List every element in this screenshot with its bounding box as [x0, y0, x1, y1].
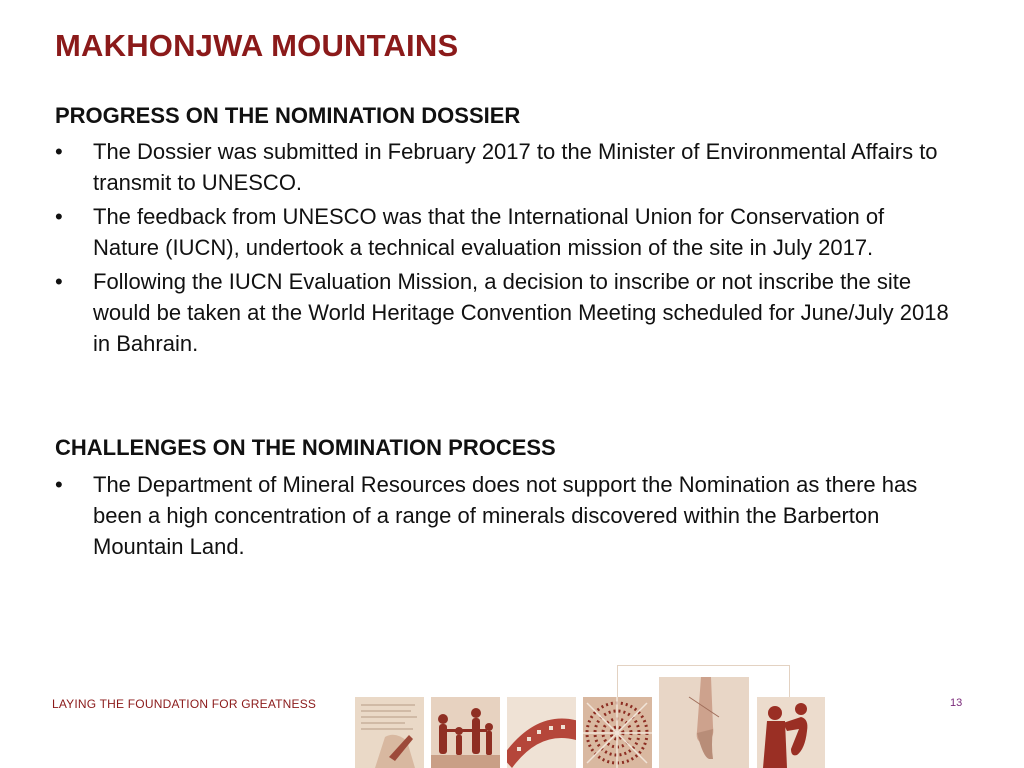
bullet-icon: • [55, 139, 63, 164]
film-reel-thumbnail [507, 697, 576, 768]
bullet-icon: • [55, 472, 63, 497]
bullet-text: The feedback from UNESCO was that the International Union for Conservation of Nature (IUCN), undertook a technical evaluation mission of the site in July 2017. [93, 204, 885, 260]
bullet-icon: • [55, 204, 63, 229]
page-number: 13 [950, 697, 963, 709]
beadwork-thumbnail [583, 697, 652, 768]
bullet-text: The Department of Mineral Resources does not support the Nomination as there has been a high concentration of a range of minerals discovered within the Barberton Mountain Land. [93, 472, 918, 559]
list-item [55, 266, 955, 359]
saxophone-player-thumbnail [757, 697, 825, 768]
challenges-heading: CHALLENGES ON THE NOMINATION PROCESS [55, 435, 556, 460]
family-silhouette-thumbnail [431, 697, 500, 768]
manuscript-thumbnail [355, 697, 424, 768]
progress-bullet-list [55, 136, 955, 362]
list-item [55, 469, 955, 562]
bullet-text: Following the IUCN Evaluation Mission, a decision to inscribe or not inscribe the site would be taken at the World Heritage Convention Meeting scheduled for June/July 2018 in Bahrain. [93, 269, 949, 356]
ballet-shoe-thumbnail [659, 677, 749, 768]
footer-tagline: LAYING THE FOUNDATION FOR GREATNESS [52, 697, 317, 711]
progress-heading: PROGRESS ON THE NOMINATION DOSSIER [55, 103, 521, 128]
challenges-bullet-list [55, 469, 955, 565]
bullet-icon: • [55, 269, 63, 294]
slide-title: MAKHONJWA MOUNTAINS [55, 28, 459, 63]
bullet-text: The Dossier was submitted in February 2017 to the Minister of Environmental Affairs to transmit to UNESCO. [93, 139, 938, 195]
list-item [55, 136, 955, 198]
list-item [55, 201, 955, 263]
